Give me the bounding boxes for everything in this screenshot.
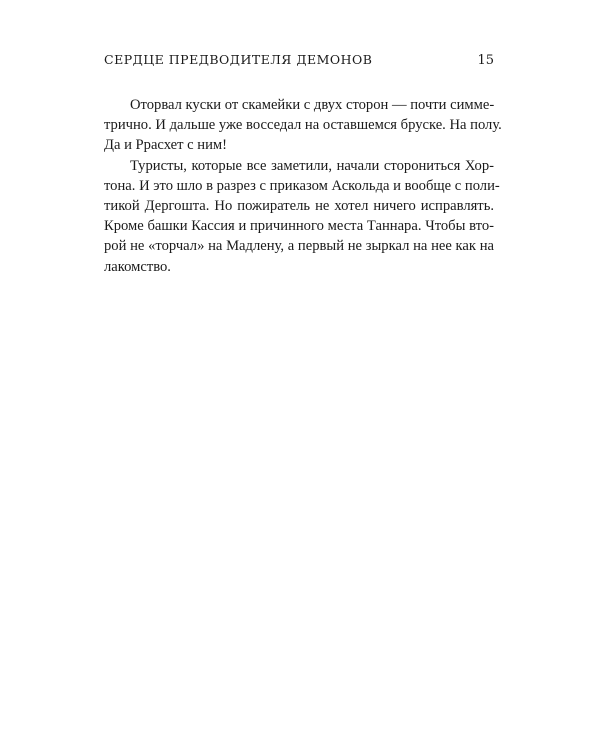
text-line: Да и Ррасхет с ним!: [104, 137, 227, 154]
book-title: СЕРДЦЕ ПРЕДВОДИТЕЛЯ ДЕМОНОВ: [104, 52, 373, 67]
text-line: рой не «торчал» на Мадлену, а первый не зыркал на нее как на: [104, 238, 494, 255]
paragraph-2: [104, 156, 500, 277]
text-line: трично. И дальше уже восседал на оставшемся бруске. На полу.: [104, 117, 502, 134]
paragraph-1: [104, 95, 502, 156]
text-line: лакомство.: [104, 258, 171, 275]
text-line: Оторвал куски от скамейки с двух сторон — почти симме-: [130, 97, 495, 113]
text-line: Кроме башки Кассия и причинного места Таннара. Чтобы вто-: [104, 218, 494, 235]
running-header: [104, 52, 494, 70]
body-text: [104, 95, 502, 277]
text-line: тона. И это шло в разрез с приказом Аскольда и вообще с поли-: [104, 177, 500, 194]
text-line: тикой Дергошта. Но пожиратель не хотел ничего исправлять.: [104, 197, 494, 214]
text-line: Туристы, которые все заметили, начали сторониться Хор-: [130, 157, 494, 174]
page-number: 15: [477, 53, 494, 68]
